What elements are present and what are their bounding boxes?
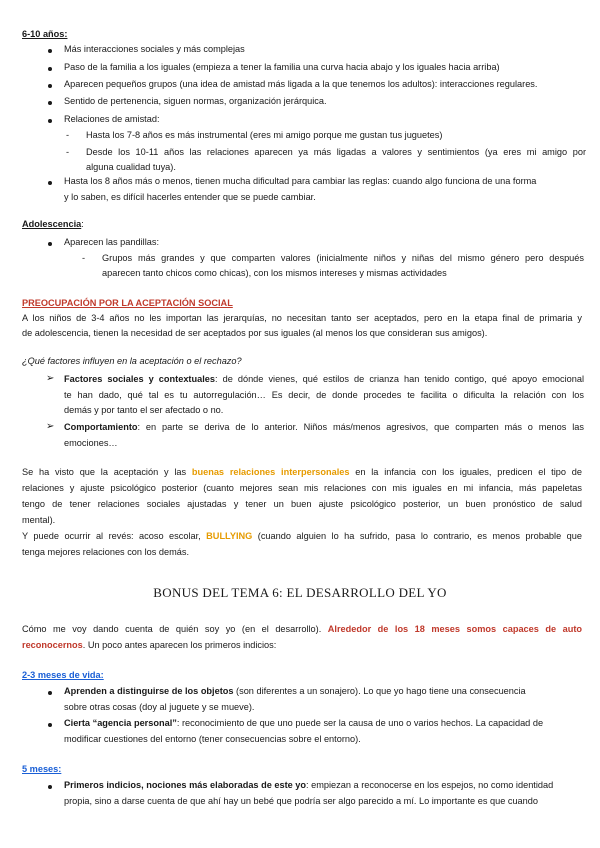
heading-6-10: 6-10 años: <box>22 29 68 39</box>
paragraph-line: mental). <box>22 515 56 525</box>
list-item: alguna cualidad tuya). <box>86 162 176 172</box>
list-item: Aparecen las pandillas: <box>64 237 159 247</box>
item-text: : empiezan a reconocerse en los espejos, no como identidad <box>306 780 554 790</box>
bullet-icon <box>48 181 52 185</box>
list-item: Relaciones de amistad: <box>64 114 160 124</box>
list-item: Más interacciones sociales y más complejas <box>64 44 245 54</box>
list-item: aparecen tanto chicos como chicas), con los mismos intereses y mismas actividades <box>102 268 447 278</box>
item-label: Aprenden a distinguirse de los objetos <box>64 686 234 696</box>
list-item: Grupos más grandes y que comparten valores (inicialmente niños y niñas del mismo género pero después <box>102 253 584 263</box>
item-label: Cierta “agencia personal” <box>64 718 177 728</box>
text: Cómo me voy dando cuenta de quién soy yo (en el desarrollo). <box>22 624 328 634</box>
list-item: Hasta los 7-8 años es más instrumental (eres mi amigo porque me gustan tus juguetes) <box>86 130 443 140</box>
bullet-icon <box>48 785 52 789</box>
paragraph-line: tenga mejores relaciones con los demás. <box>22 547 189 557</box>
list-item <box>64 778 584 794</box>
factor-label: Factores sociales y contextuales <box>64 374 215 384</box>
list-item <box>64 716 584 732</box>
highlight-text: BULLYING <box>206 531 253 541</box>
section-title: BONUS DEL TEMA 6: EL DESARROLLO DEL YO <box>153 585 447 600</box>
factor-text: : de dónde vienes, qué estilos de crianza han tenido contigo, qué apoyo emocional <box>214 374 584 384</box>
item-text: : reconocimiento de que uno puede ser la causa de uno o varios hechos. La capacidad de <box>176 718 544 728</box>
bullet-icon <box>48 101 52 105</box>
dash-icon: - <box>66 147 70 157</box>
item-text: (son diferentes a un sonajero). Lo que yo hago tiene una consecuencia <box>233 686 526 696</box>
list-item: Aparecen pequeños grupos (una idea de amistad más ligada a la que tenemos los adultos): interacciones regulares. <box>64 79 538 89</box>
list-item: Desde los 10-11 años las relaciones aparecen ya más ligadas a valores y sentimientos (ya eres mi amigo por <box>86 147 586 157</box>
list-item: Paso de la familia a los iguales (empieza a tener la familia una curva hacia abajo y los iguales hacia arriba) <box>64 62 500 72</box>
bullet-icon <box>48 691 52 695</box>
text: . Un poco antes aparecen los primeros indicios: <box>82 640 277 650</box>
text: Se ha visto que la aceptación y las <box>22 467 192 477</box>
list-item: y lo saben, es difícil hacerles entender que se puede cambiar. <box>64 192 316 202</box>
paragraph-line <box>22 465 582 481</box>
factor-label: Comportamiento <box>64 422 138 432</box>
text: Y puede ocurrir al revés: acoso escolar, <box>22 531 207 541</box>
factor-text: : en parte se deriva de lo anterior. Niños más/menos agresivos, que comparten más o menos las <box>137 422 584 432</box>
list-item: propia, sino a darse cuenta de que ahí hay un bebé que podría ser algo parecido a mí. Lo importante es que cuando <box>64 796 538 806</box>
bullet-icon <box>48 49 52 53</box>
bullet-icon <box>48 84 52 88</box>
highlight-text: Alrededor de los 18 meses somos capaces de auto <box>327 624 582 634</box>
list-item: te han dado, qué tal es tu autorregulación… Es decir, de donde procedes te facilita o dificulta la relación con los <box>64 390 584 400</box>
heading-adolescencia <box>22 217 582 233</box>
highlight-text: reconocernos <box>22 640 83 650</box>
arrow-bullet-icon: ➢ <box>46 373 55 384</box>
list-item: Sentido de pertenencia, siguen normas, organización jerárquica. <box>64 96 327 106</box>
paragraph-line <box>22 638 582 654</box>
bullet-icon <box>48 723 52 727</box>
list-item: sobre otras cosas (doy al juguete y se mueve). <box>64 702 255 712</box>
paragraph-line: relaciones y ajuste psicológico posterior (cuanto mejores sean mis relaciones con mis iguales en mi infancia, más papeletas <box>22 483 582 493</box>
list-item: emociones… <box>64 438 118 448</box>
heading-2-3-meses: 2-3 meses de vida: <box>22 670 104 680</box>
dash-icon: - <box>66 130 70 140</box>
text: (cuando alguien lo ha sufrido, pasa lo contrario, es menos probable que <box>252 531 582 541</box>
item-label: Primeros indicios, nociones más elaboradas de este yo <box>64 780 307 790</box>
paragraph-line <box>22 622 582 638</box>
text: en la infancia con los iguales, predicen el tipo de <box>349 467 582 477</box>
bullet-icon <box>48 67 52 71</box>
arrow-bullet-icon: ➢ <box>46 421 55 432</box>
list-item: demás y por tanto el ser afectado o no. <box>64 405 224 415</box>
dash-icon: - <box>82 253 86 263</box>
list-item: modificar cuestiones del entorno (tener consecuencias sobre el entorno). <box>64 734 361 744</box>
heading-5-meses: 5 meses: <box>22 764 62 774</box>
paragraph-line: de adolescencia, tienen la necesidad de ser aceptados por sus iguales (al menos los que consideran sus amigos). <box>22 328 488 338</box>
heading-aceptacion-social: PREOCUPACIÓN POR LA ACEPTACIÓN SOCIAL <box>22 298 233 308</box>
list-item <box>64 420 584 436</box>
list-item <box>64 684 584 700</box>
heading-colon: : <box>81 219 84 229</box>
list-item <box>64 372 584 388</box>
paragraph-line: A los niños de 3-4 años no les importan las jerarquías, no necesitan tanto ser aceptados, pero en la etapa final de primaria y <box>22 313 582 323</box>
bullet-icon <box>48 242 52 246</box>
list-item: Hasta los 8 años más o menos, tienen mucha dificultad para cambiar las reglas: cuando algo funciona de una forma <box>64 176 537 186</box>
paragraph-line <box>22 529 582 545</box>
paragraph-line: tengo de tener relaciones sociales ajustadas y tener un buen ajuste psicológico posterior, un buen pronóstico de salud <box>22 499 582 509</box>
heading-text: Adolescencia <box>22 219 82 229</box>
highlight-text: buenas relaciones interpersonales <box>191 467 350 477</box>
question-line: ¿Qué factores influyen en la aceptación o el rechazo? <box>22 356 242 366</box>
bullet-icon <box>48 119 52 123</box>
